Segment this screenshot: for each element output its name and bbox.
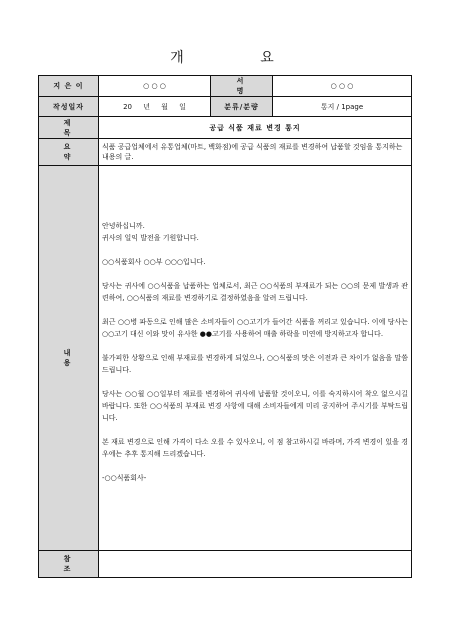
date-value: 20 년 월 일 xyxy=(99,97,211,117)
content-paragraph: 본 재료 변경으로 인해 가격이 다소 오를 수 있사오니, 이 점 참고하시길 바라며, 가격 변경이 있을 경우에는 추후 통지해 드리겠습니다. xyxy=(102,438,408,458)
content-label: 내 용 xyxy=(39,166,99,551)
reference-value xyxy=(99,551,412,578)
page-title: 개 요 xyxy=(170,50,310,66)
row-author xyxy=(39,76,412,97)
reference-label: 참 조 xyxy=(39,551,99,578)
content-paragraph: ○○식품회사 ○○부 ○○○입니다. xyxy=(102,258,206,266)
signature-label: 서 명 xyxy=(211,76,273,97)
category-label: 분류/분량 xyxy=(211,97,273,117)
content-paragraph: 불가피한 상황으로 인해 부재료를 변경하게 되었으나, ○○식품의 맛은 이전과 큰 차이가 없음을 말씀드립니다. xyxy=(102,354,408,374)
content-paragraph: 안녕하십니까. xyxy=(102,222,145,230)
row-subject xyxy=(39,117,412,139)
signature-value: ○ ○ ○ xyxy=(273,76,412,97)
summary-label: 요 약 xyxy=(39,139,99,166)
row-content xyxy=(39,166,412,551)
content-paragraph: -○○식품회사- xyxy=(102,474,147,482)
row-summary xyxy=(39,139,412,166)
summary-value: 식품 공급업체에서 유통업체(마트, 백화점)에 공급 식품의 재료를 변경하여 납품할 것임을 통지하는 내용의 글. xyxy=(99,139,412,166)
author-value: ○ ○ ○ xyxy=(99,76,211,97)
subject-label: 제 목 xyxy=(39,117,99,139)
content-paragraph: 당사는 귀사에 ○○식품을 납품하는 업체로서, 최근 ○○식품의 부재료가 되는 ○○의 문제 발생과 관련하여, ○○식품의 재료를 변경하기로 결정하였음을 알려 드립니다. xyxy=(102,282,408,302)
category-value: 통지 / 1page xyxy=(273,97,412,117)
content-body xyxy=(99,166,412,551)
overview-form xyxy=(38,75,412,578)
row-date xyxy=(39,97,412,117)
content-paragraph: 최근 ○○병 파동으로 인해 많은 소비자들이 ○○고기가 들어간 식품을 꺼리고 있습니다. 이에 당사는 ○○고기 대신 이와 맛이 유사한 ●●고기를 사용하여 매출 하락을 미연에 방지하고자 합니다. xyxy=(102,318,408,338)
row-reference xyxy=(39,551,412,578)
content-paragraph: 귀사의 일익 발전을 기원합니다. xyxy=(102,234,199,242)
date-label: 작성일자 xyxy=(39,97,99,117)
content-paragraph: 당사는 ○○월 ○○일부터 재료를 변경하여 귀사에 납품할 것이오니, 이를 숙지하시어 착오 없으시길 바랍니다. 또한 ○○식품의 부재료 변경 사항에 대해 소비자들에게 미리 공지하여 주시기를 부탁드립니다. xyxy=(102,390,408,422)
subject-value: 공급 식품 재료 변경 통지 xyxy=(99,117,412,139)
author-label: 지 은 이 xyxy=(39,76,99,97)
